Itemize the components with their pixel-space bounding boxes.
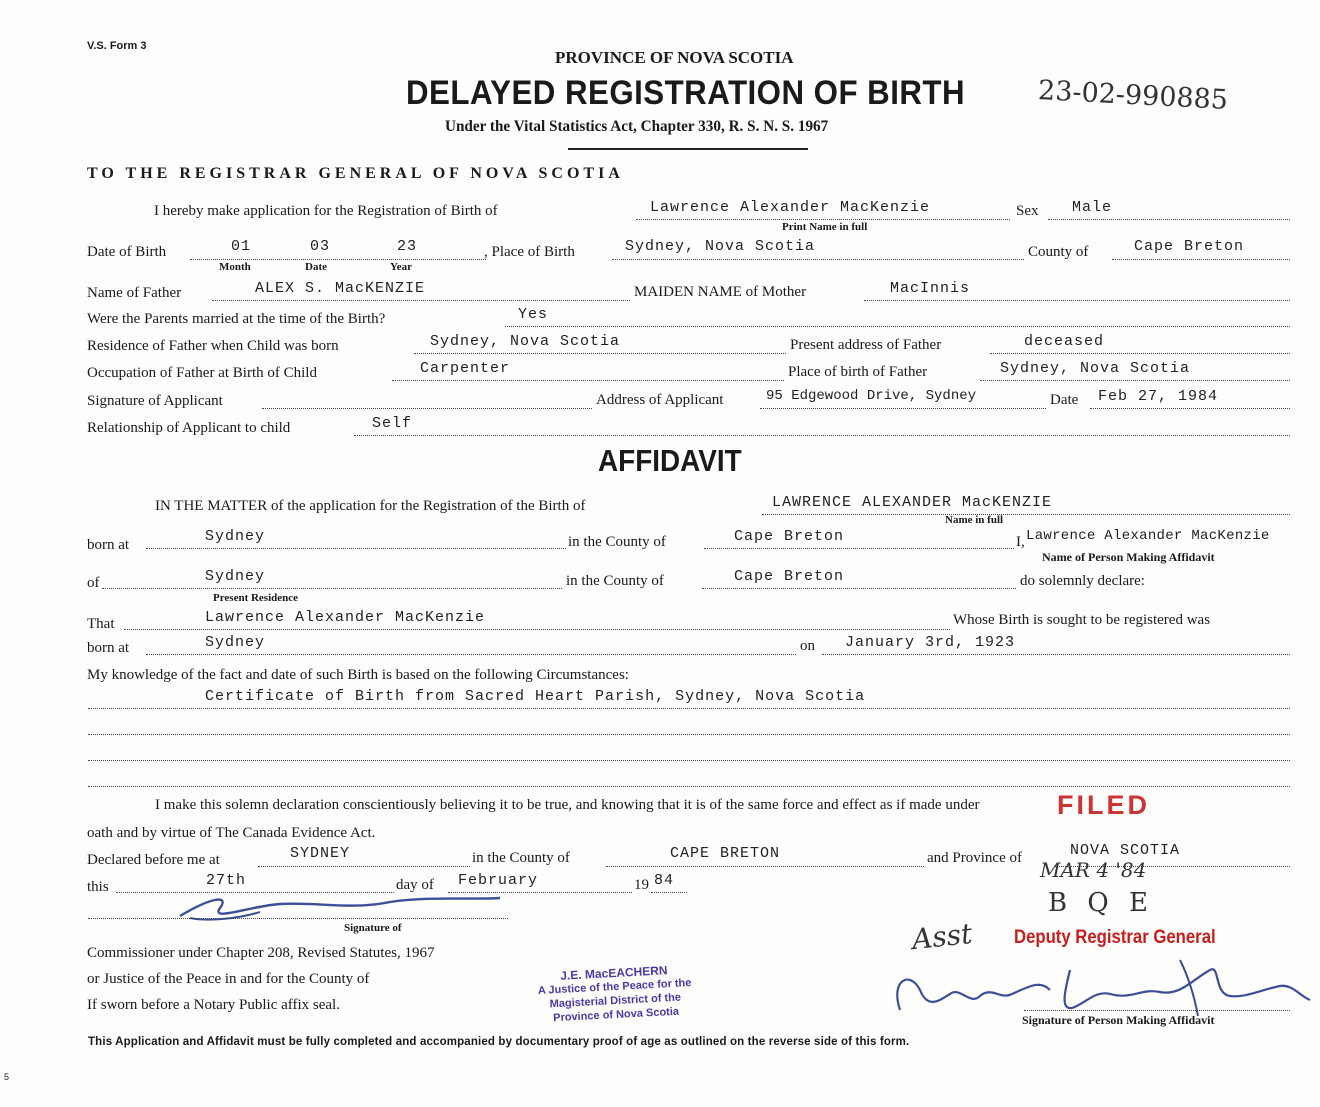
solemn-line-2: oath and by virtue of The Canada Evidence Act.: [87, 825, 376, 841]
registration-number: 23-02-990885: [1037, 75, 1229, 116]
mother-label: MAIDEN NAME of Mother: [634, 284, 807, 300]
child-name: Lawrence Alexander MacKenzie: [650, 199, 931, 216]
father-name: ALEX S. MacKENZIE: [255, 280, 426, 297]
father-birthplace-label: Place of birth of Father: [788, 364, 928, 380]
dotted-line: [146, 654, 796, 655]
dotted-line: [88, 734, 1290, 735]
born-at-label: born at: [87, 537, 130, 553]
day-value: 27th: [206, 872, 247, 889]
month-label: Month: [219, 261, 251, 273]
dotted-line: [980, 380, 1290, 381]
year-label: Year: [390, 261, 412, 273]
knowledge-label: My knowledge of the fact and date of such Birth is based on the following Circumstances:: [87, 667, 629, 683]
filed-stamp: FILED: [1057, 790, 1150, 820]
dotted-line: [1024, 1010, 1290, 1011]
commissioner-signature: [150, 888, 510, 928]
dotted-line: [864, 300, 1290, 301]
sex-label: Sex: [1016, 203, 1039, 219]
signature-of-label: Signature of: [344, 922, 402, 934]
dotted-line: [124, 629, 950, 630]
relationship-label: Relationship of Applicant to child: [87, 420, 291, 436]
occupation-label: Occupation of Father at Birth of Child: [87, 365, 317, 381]
married-value: Yes: [518, 306, 549, 323]
month-value: February: [458, 872, 539, 889]
dotted-line: [88, 786, 1290, 787]
year-prefix: 19: [634, 877, 649, 893]
born-at-label-2: born at: [87, 640, 130, 656]
residence-value: Sydney: [205, 568, 266, 585]
whose-label: Whose Birth is sought to be registered was: [953, 612, 1211, 628]
province-heading: PROVINCE OF NOVA SCOTIA: [555, 48, 794, 67]
date-label: Date: [305, 261, 327, 273]
dotted-line: [760, 408, 1046, 409]
addr-applicant-value: 95 Edgewood Drive, Sydney: [766, 388, 977, 404]
deputy-registrar-stamp: Deputy Registrar General: [1014, 927, 1216, 948]
dotted-line: [190, 259, 486, 260]
affiant-label: Name of Person Making Affidavit: [1042, 550, 1215, 564]
registrar-initials: B Q E: [1048, 888, 1154, 918]
dob-label: Date of Birth: [87, 244, 167, 260]
dotted-line: [258, 866, 470, 867]
declared-label: Declared before me at: [87, 852, 220, 868]
place-of-birth: Sydney, Nova Scotia: [625, 238, 816, 255]
province-label: and Province of: [927, 850, 1022, 866]
footer-note: This Application and Affidavit must be fully completed and accompanied by documentary proof of age as outlined on the reverse side of this form.: [88, 1036, 910, 1048]
addressee: TO THE REGISTRAR GENERAL OF NOVA SCOTIA: [87, 165, 624, 182]
asst-mark: Asst: [910, 916, 974, 957]
dotted-line: [88, 918, 508, 919]
jp-line-1: A Justice of the Peace for the: [537, 976, 692, 998]
affidavit-heading: AFFIDAVIT: [598, 443, 742, 478]
dotted-line: [262, 408, 592, 409]
father-label: Name of Father: [87, 285, 182, 301]
person-signature-label: Signature of Person Making Affidavit: [1022, 1013, 1215, 1027]
this-label: this: [87, 879, 109, 895]
dotted-line: [612, 259, 1024, 260]
relationship-value: Self: [372, 415, 413, 432]
dotted-line: [1112, 259, 1290, 260]
county-label: County of: [1028, 244, 1089, 260]
county-value-2: Cape Breton: [734, 568, 845, 585]
married-label: Were the Parents married at the time of the Birth?: [87, 311, 386, 327]
dotted-line: [88, 708, 1290, 709]
form-id: V.S. Form 3: [87, 40, 147, 52]
dotted-line: [704, 548, 1014, 549]
dotted-line: [102, 588, 562, 589]
day-of-label: day of: [396, 877, 434, 893]
app-date-value: Feb 27, 1984: [1098, 388, 1219, 405]
dotted-line: [505, 326, 1290, 327]
dotted-line: [762, 514, 1290, 515]
addr-applicant-label: Address of Applicant: [596, 392, 724, 408]
dotted-line: [146, 548, 566, 549]
commissioner-line-2: or Justice of the Peace in and for the County of: [87, 971, 370, 987]
declared-county-value: CAPE BRETON: [670, 845, 781, 862]
title-rule: [568, 148, 808, 150]
dob-year: 23: [397, 238, 418, 255]
matter-name: LAWRENCE ALEXANDER MacKENZIE: [772, 494, 1053, 511]
born-at-value-2: Sydney: [205, 634, 266, 651]
born-date-value: January 3rd, 1923: [845, 634, 1016, 651]
commissioner-line-3: If sworn before a Notary Public affix seal.: [87, 997, 340, 1013]
mother-maiden: MacInnis: [890, 280, 971, 297]
dotted-line: [354, 435, 1290, 436]
dotted-line: [212, 300, 630, 301]
affiant-name: Lawrence Alexander MacKenzie: [1026, 528, 1270, 544]
res-father-label: Residence of Father when Child was born: [87, 338, 339, 354]
father-birthplace-value: Sydney, Nova Scotia: [1000, 360, 1191, 377]
justice-stamp: [509, 961, 722, 1028]
dob-day: 03: [310, 238, 331, 255]
name-full-label: Name in full: [945, 514, 1004, 526]
corner-mark: 5: [4, 1072, 10, 1082]
born-at-value: Sydney: [205, 528, 266, 545]
on-label: on: [800, 638, 815, 654]
dotted-line: [702, 588, 1016, 589]
i-label: I,: [1016, 534, 1025, 550]
sex-value: Male: [1072, 199, 1113, 216]
dotted-line: [651, 892, 687, 893]
dotted-line: [414, 353, 786, 354]
county-label-3: in the County of: [472, 850, 570, 866]
jp-line-2: Magisterial District of the: [549, 991, 682, 1011]
filed-date: MAR 4 '84: [1040, 858, 1147, 882]
jp-name: J.E. MacEACHERN: [559, 963, 668, 983]
dotted-line: [636, 219, 1010, 220]
print-name-label: Print Name in full: [782, 221, 868, 233]
form-subtitle: Under the Vital Statistics Act, Chapter 330, R. S. N. S. 1967: [445, 118, 829, 135]
in-county-label-2: in the County of: [566, 573, 664, 589]
year-value: 84: [654, 872, 675, 889]
sig-applicant-label: Signature of Applicant: [87, 393, 223, 409]
form-title: DELAYED REGISTRATION OF BIRTH: [406, 74, 966, 112]
jp-line-3: Province of Nova Scotia: [552, 1005, 680, 1025]
solemn-line-1: I make this solemn declaration conscientiously believing it to be true, and knowing that it is of the same force and effect as if made under: [155, 797, 980, 813]
present-addr-label: Present address of Father: [790, 337, 942, 353]
dob-month: 01: [231, 238, 252, 255]
res-father-value: Sydney, Nova Scotia: [430, 333, 621, 350]
place-label: , Place of Birth: [484, 244, 575, 260]
present-addr-value: deceased: [1024, 333, 1105, 350]
declared-province-value: NOVA SCOTIA: [1070, 842, 1181, 859]
that-name: Lawrence Alexander MacKenzie: [205, 609, 486, 626]
dotted-line: [1090, 408, 1290, 409]
occupation-value: Carpenter: [420, 360, 511, 377]
app-date-label: Date: [1050, 392, 1079, 408]
intro-label: I hereby make application for the Registration of Birth of: [154, 203, 498, 219]
declared-at-value: SYDNEY: [290, 845, 351, 862]
dotted-line: [88, 760, 1290, 761]
in-county-label: in the County of: [568, 534, 666, 550]
dotted-line: [392, 380, 784, 381]
dotted-line: [990, 353, 1290, 354]
matter-label: IN THE MATTER of the application for the Registration of the Birth of: [155, 498, 586, 514]
dotted-line: [822, 654, 1290, 655]
commissioner-line-1: Commissioner under Chapter 208, Revised Statutes, 1967: [87, 945, 435, 961]
present-residence-label: Present Residence: [213, 592, 299, 604]
county-value: Cape Breton: [1134, 238, 1245, 255]
dotted-line: [1048, 219, 1290, 220]
declare-label: do solemnly declare:: [1020, 573, 1145, 589]
county-value-1: Cape Breton: [734, 528, 845, 545]
circumstances-value: Certificate of Birth from Sacred Heart Parish, Sydney, Nova Scotia: [205, 688, 866, 705]
that-label: That: [87, 616, 115, 632]
dotted-line: [606, 866, 924, 867]
of-label: of: [87, 575, 100, 591]
